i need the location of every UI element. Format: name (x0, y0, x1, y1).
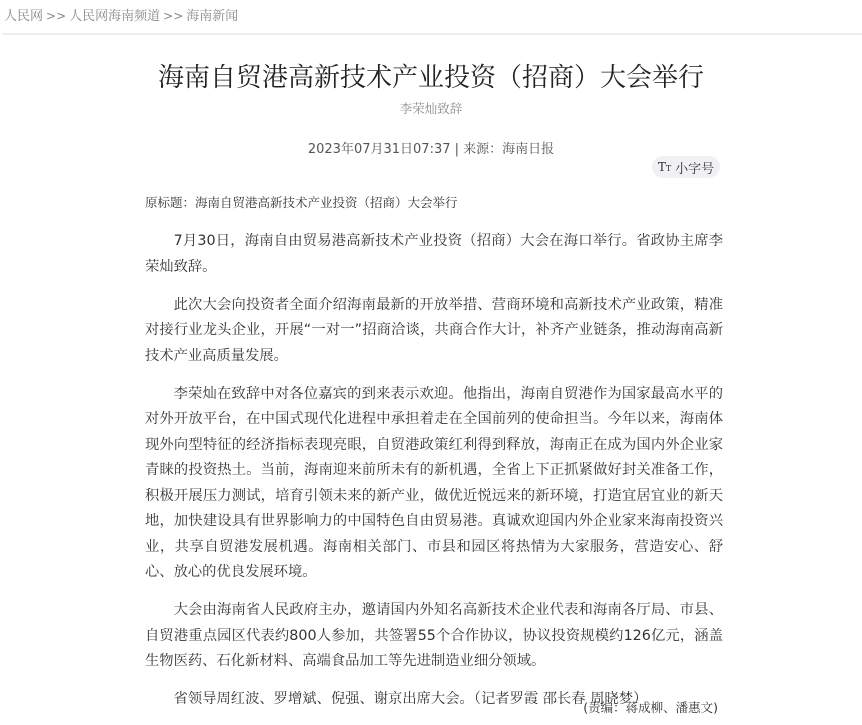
paragraph: 大会由海南省人民政府主办，邀请国内外知名高新技术企业代表和海南各厅局、市县、自贸港重点园区代表约800人参加，共签署55个合作协议，协议投资规模约126亿元，涵盖生物医药、石化新材料、高端食品加工等先进制造业细分领域。 (145, 602, 723, 669)
paragraph: 7月30日，海南自由贸易港高新技术产业投资（招商）大会在海口举行。省政协主席李荣灿致辞。 (145, 233, 723, 275)
paragraph: 李荣灿在致辞中对各位嘉宾的到来表示欢迎。他指出，海南自贸港作为国家最高水平的对外开放平台，在中国式现代化进程中承担着走在全国前列的使命担当。今年以来，海南体现外向型特征的经济指标表现亮眼，自贸港政策红利得到释放，海南正在成为国内外企业家青睐的投资热土。当前，海南迎来前所未有的新机遇，全省上下正抓紧做好封关准备工作，积极开展压力测试，培育引领未来的新产业，做优近悦远来的新环境，打造宜居宜业的新天地，加快建设具有世界影响力的中国特色自由贸易港。真诚欢迎国内外企业家来海南投资兴业，共享自贸港发展机遇。海南相关部门、市县和园区将热情为大家服务，营造安心、舒心、放心的优良发展环境。 (145, 385, 723, 580)
article-meta: 2023年07月31日07:37 | 来源：海南日报 (307, 142, 555, 157)
font-size-toggle-button[interactable] (652, 156, 720, 178)
breadcrumb-separator: >> (163, 9, 184, 23)
breadcrumb-separator: >> (46, 9, 67, 23)
breadcrumb-link-hainan-news[interactable]: 海南新闻 (186, 9, 239, 24)
breadcrumb-link-hainan-channel[interactable]: 人民网海南频道 (69, 9, 161, 24)
breadcrumb-link-people[interactable]: 人民网 (4, 9, 44, 24)
editor-credit: (责编：蒋成柳、潘惠文) (583, 700, 718, 715)
article-subtitle: 李荣灿致辞 (399, 101, 463, 116)
paragraph: 此次大会向投资者全面介绍海南最新的开放举措、营商环境和高新技术产业政策，精准对接行业龙头企业，开展“一对一”招商洽谈，共商合作大计，补齐产业链条，推动海南高新技术产业高质量发展。 (145, 296, 723, 364)
original-title: 原标题：海南自贸港高新技术产业投资（招商）大会举行 (145, 195, 458, 210)
paragraph: 省领导周红波、罗增斌、倪强、谢京出席大会。（记者罗霞 邵长春 周晓梦） (173, 691, 648, 707)
divider (2, 33, 862, 35)
article-body (145, 229, 723, 725)
font-size-toggle-label: 小字号 (675, 161, 715, 177)
text-size-icon: TT (657, 160, 672, 174)
page-title: 海南自贸港高新技术产业投资（招商）大会举行 (157, 63, 704, 93)
breadcrumb (4, 5, 238, 24)
